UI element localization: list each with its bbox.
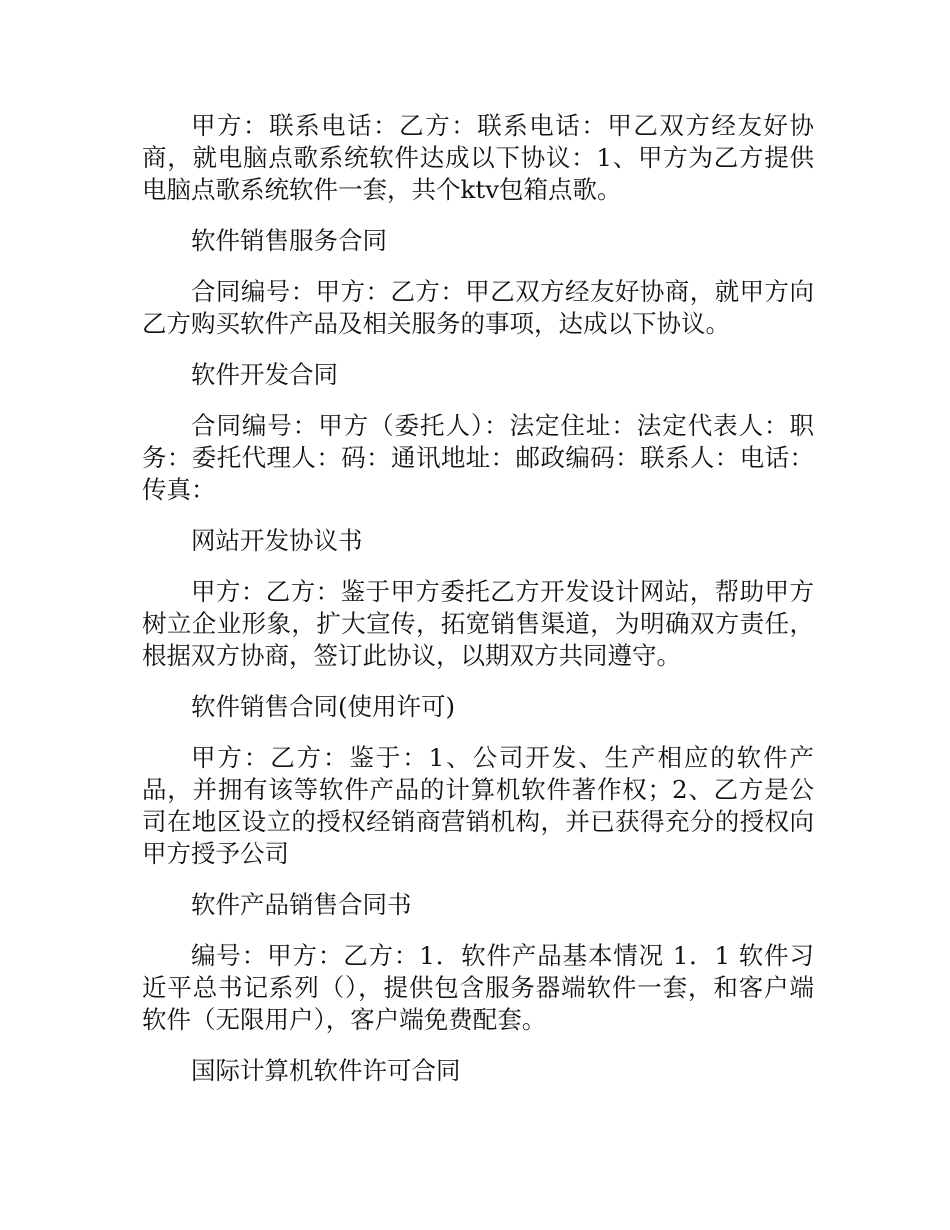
paragraph-software-product-sales: 编号：甲方：乙方：1．软件产品基本情况 1．1 软件习近平总书记系列（），提供包含服务器端软件一套，和客户端软件（无限用户），客户端免费配套。 bbox=[142, 941, 814, 1034]
paragraph-software-sales-service: 合同编号：甲方：乙方：甲乙双方经友好协商，就甲方向乙方购买软件产品及相关服务的事项，达成以下协议。 bbox=[142, 277, 814, 338]
paragraph-ktv-agreement: 甲方：联系电话：乙方：联系电话：甲乙双方经友好协商，就电脑点歌系统软件达成以下协议：1、甲方为乙方提供电脑点歌系统软件一套，共个ktv包箱点歌。 bbox=[142, 111, 814, 204]
paragraph-software-development: 合同编号：甲方（委托人）：法定住址：法定代表人：职务：委托代理人：码：通讯地址：邮政编码：联系人：电话：传真： bbox=[142, 411, 814, 504]
paragraph-software-sales-license: 甲方：乙方：鉴于：1、公司开发、生产相应的软件产品，并拥有该等软件产品的计算机软件著作权；2、乙方是公司在地区设立的授权经销商营销机构，并已获得充分的授权向甲方授予公司 bbox=[142, 743, 814, 868]
heading-software-product-sales-contract: 软件产品销售合同书 bbox=[191, 890, 412, 919]
heading-international-software-license-contract: 国际计算机软件许可合同 bbox=[191, 1056, 461, 1085]
heading-website-development-agreement: 网站开发协议书 bbox=[191, 526, 363, 555]
heading-software-development-contract: 软件开发合同 bbox=[191, 360, 338, 389]
paragraph-website-development: 甲方：乙方：鉴于甲方委托乙方开发设计网站，帮助甲方树立企业形象，扩大宣传，拓宽销售渠道，为明确双方责任，根据双方协商，签订此协议，以期双方共同遵守。 bbox=[142, 577, 814, 670]
heading-software-sales-service-contract: 软件销售服务合同 bbox=[191, 226, 387, 255]
document-page bbox=[142, 110, 814, 1106]
heading-software-sales-license-contract: 软件销售合同(使用许可) bbox=[191, 692, 456, 721]
